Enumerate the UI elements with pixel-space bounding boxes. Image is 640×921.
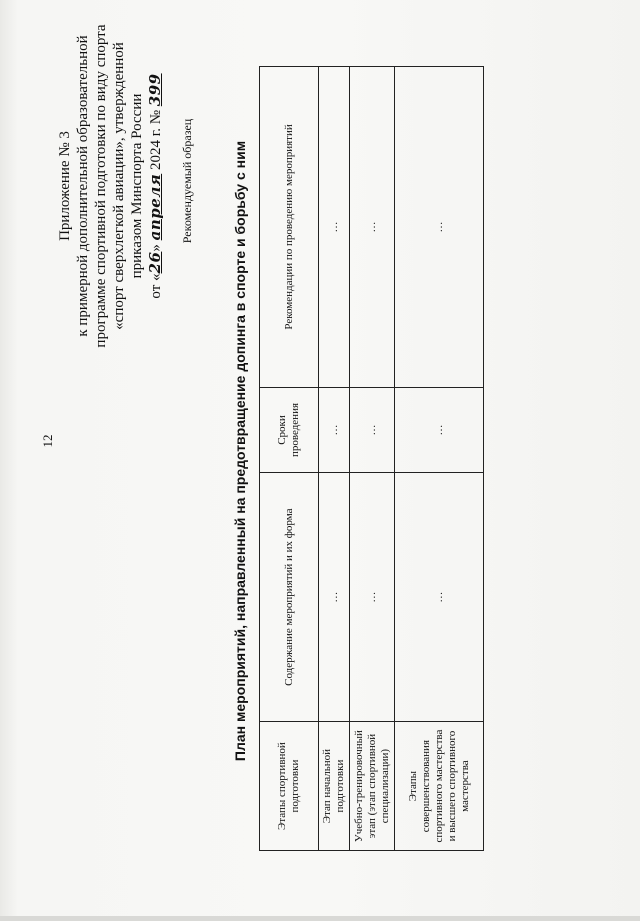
header-recommendations: Рекомендации по проведению мероприятий — [260, 67, 319, 388]
appendix-line-1: к примерной дополнительной образовательной — [75, 35, 91, 337]
order-number-handwritten: 399 — [146, 73, 164, 107]
header-content: Содержание мероприятий и их форма — [260, 473, 319, 722]
row-stage: Учебно-тренировочный этап (этап спортивной специализации) — [350, 722, 395, 851]
appendix-line-4: приказом Минспорта России — [129, 93, 145, 279]
row-timing: … — [350, 387, 395, 472]
table-row — [350, 67, 395, 851]
appendix-line-3: «спорт сверхлегкой авиации», утвержденной — [111, 42, 127, 330]
page-number: 12 — [40, 434, 55, 448]
row-recommendations: … — [395, 67, 484, 388]
row-recommendations: … — [350, 67, 395, 388]
date-mid: » — [148, 240, 164, 252]
row-content: … — [319, 473, 350, 722]
row-content: … — [350, 473, 395, 722]
date-prefix: от « — [148, 273, 164, 299]
row-content: … — [395, 473, 484, 722]
table-row — [395, 67, 484, 851]
header-timing: Сроки проведения — [260, 387, 319, 472]
row-timing: … — [319, 387, 350, 472]
appendix-header — [56, 11, 165, 361]
row-recommendations: … — [319, 67, 350, 388]
table-header-row — [260, 67, 319, 851]
appendix-line-2: программе спортивной подготовки по виду спорта — [93, 24, 109, 348]
plan-table — [259, 66, 484, 851]
scan-edge — [0, 916, 640, 921]
row-stage: Этапы совершенствования спортивного мастерства и высшего спортивного мастерства — [395, 722, 484, 851]
appendix-date-line — [146, 11, 165, 361]
row-stage: Этап начальной подготовки — [319, 722, 350, 851]
appendix-title: Приложение № 3 — [57, 131, 73, 241]
document-title: План мероприятий, направленный на предотвращение допинга в спорте и борьбу с ним — [232, 140, 248, 762]
row-timing: … — [395, 387, 484, 472]
sample-note: Рекомендуемый образец — [180, 118, 194, 244]
date-month-handwritten: апреля — [146, 173, 164, 241]
header-stage: Этапы спортивной подготовки — [260, 722, 319, 851]
date-day-handwritten: 26 — [146, 251, 164, 274]
table-row — [319, 67, 350, 851]
date-year: 2024 г. № — [148, 106, 164, 174]
